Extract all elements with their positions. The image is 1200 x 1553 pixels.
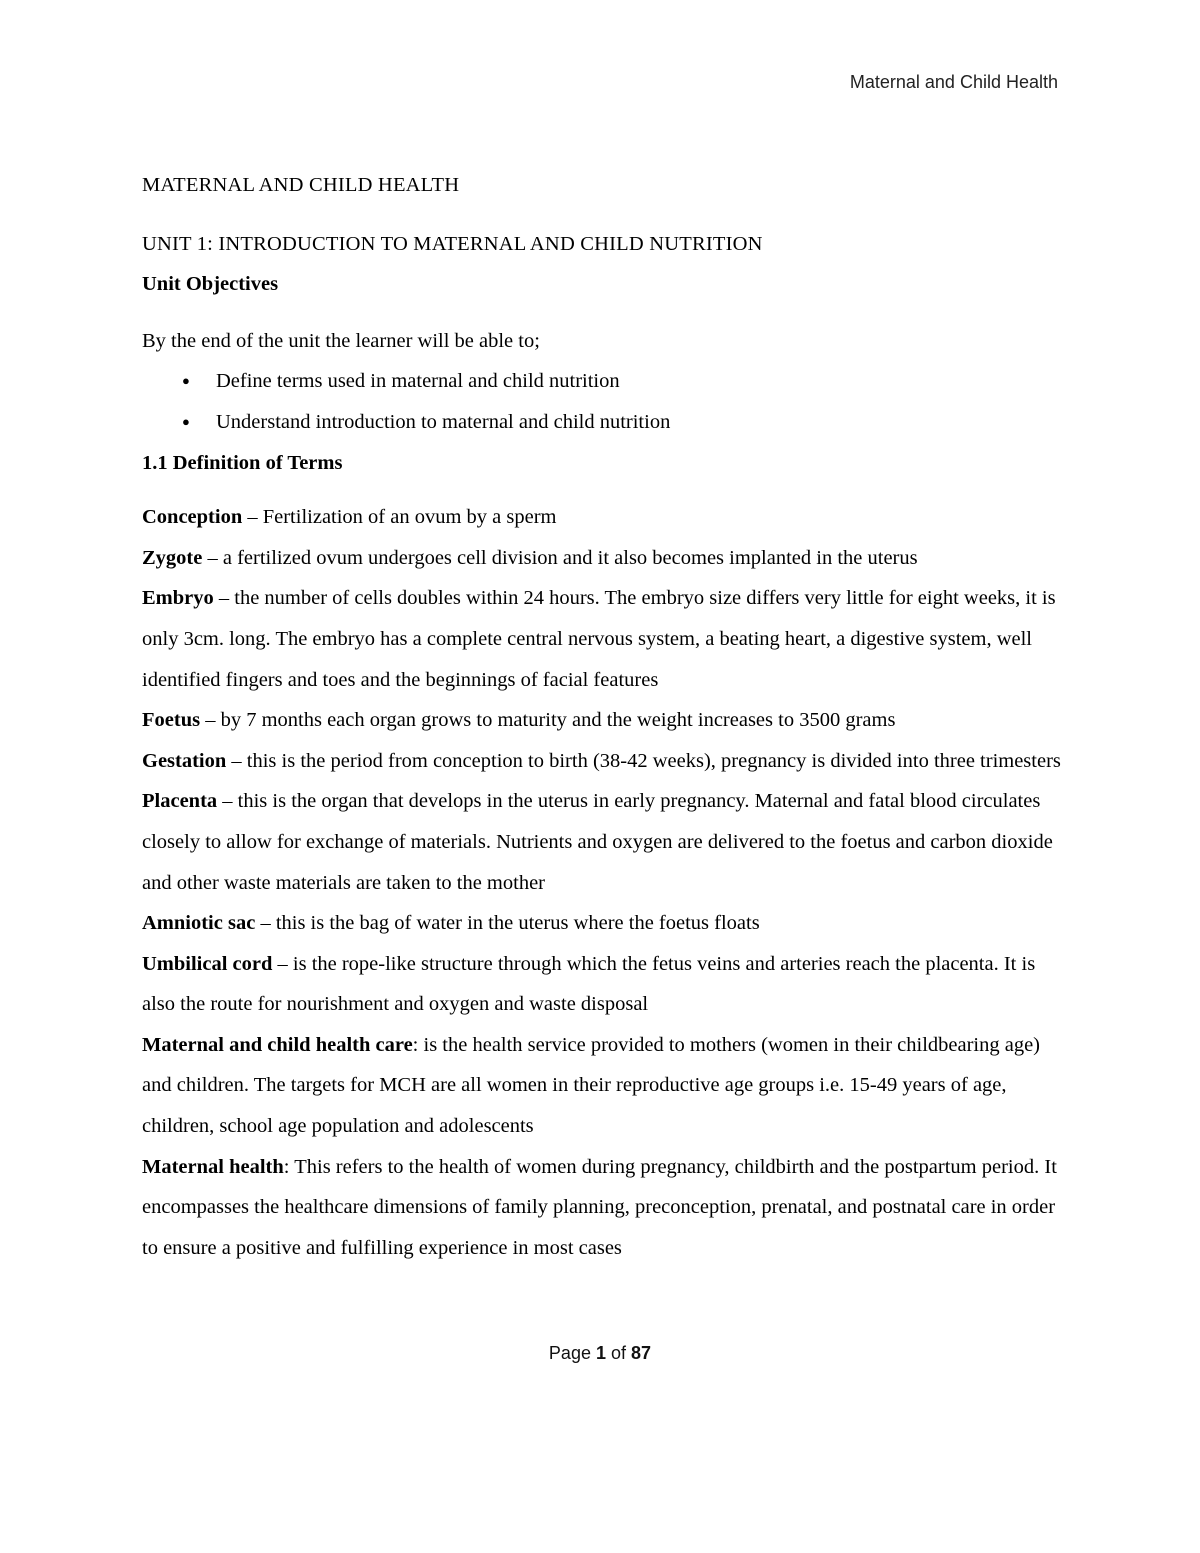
term-definition: by 7 months each organ grows to maturity and the weight increases to 3500 grams: [220, 709, 896, 732]
term-label: Foetus: [142, 709, 201, 732]
page-label: Page: [548, 1343, 591, 1363]
term-definition: is the rope-like structure through which the fetus veins and arteries reach the placenta. It is also the route for nourishment and oxygen and waste disposal: [142, 952, 1036, 1016]
definitions-list: [142, 497, 1062, 1268]
term-definition: this is the bag of water in the uterus where the foetus floats: [275, 912, 760, 935]
current-page-number: 1: [595, 1343, 606, 1363]
term-label: Placenta: [142, 790, 218, 813]
definition-embryo: [142, 578, 1062, 700]
objectives-list: [142, 361, 1062, 442]
term-separator: –: [202, 546, 223, 569]
of-label: of: [611, 1343, 627, 1363]
term-definition: This refers to the health of women during pregnancy, childbirth and the postpartum period. It encompasses the healthcare dimensions of family planning, preconception, prenatal, and postnatal care in order to ensure a positive and fulfilling experience in most cases: [142, 1155, 1057, 1259]
running-header: Maternal and Child Health: [849, 72, 1058, 92]
term-definition: this is the period from conception to birth (38-42 weeks), pregnancy is divided into three trimesters: [246, 749, 1061, 772]
term-separator: –: [213, 587, 235, 610]
objective-item: ● Define terms used in maternal and child nutrition: [216, 361, 1062, 402]
definition-maternal-health: [142, 1147, 1062, 1269]
unit-title: UNIT 1: INTRODUCTION TO MATERNAL AND CHILD NUTRITION: [142, 232, 763, 255]
term-separator: –: [242, 506, 263, 529]
definition-gestation: [142, 741, 1062, 782]
term-separator: :: [283, 1155, 295, 1178]
term-label: Maternal health: [142, 1155, 284, 1178]
objectives-intro: By the end of the unit the learner will be able to;: [142, 329, 540, 352]
term-definition: Fertilization of an ovum by a sperm: [262, 506, 557, 529]
page-footer: [0, 1343, 1200, 1364]
definition-conception: [142, 497, 1062, 538]
definition-foetus: [142, 700, 1062, 741]
term-separator: –: [217, 790, 238, 813]
definition-zygote: [142, 538, 1062, 579]
definition-amniotic-sac: [142, 903, 1062, 944]
total-pages-number: 87: [631, 1343, 652, 1363]
definition-mch-care: [142, 1025, 1062, 1147]
definition-umbilical-cord: [142, 944, 1062, 1025]
document-title: MATERNAL AND CHILD HEALTH: [142, 174, 460, 196]
term-definition: is the health service provided to mothers (women in their childbearing age) and children. The targets for MCH are all women in their reproductive age groups i.e. 15-49 years of age, children, school age population and adolescents: [142, 1033, 1041, 1138]
term-label: Conception: [142, 506, 243, 529]
term-definition: this is the organ that develops in the uterus in early pregnancy. Maternal and fatal blood circulates closely to allow for exchange of materials. Nutrients and oxygen are delivered to the foetus and carbon dioxide and other waste materials are taken to the mother: [142, 790, 1053, 894]
term-definition: a fertilized ovum undergoes cell division and it also becomes implanted in the uterus: [222, 546, 918, 569]
term-definition: the number of cells doubles within 24 hours. The embryo size differs very little for eight weeks, it is only 3cm. long. The embryo has a complete central nervous system, a beating heart, a digestive system, well identified fingers and toes and the beginnings of facial features: [142, 587, 1056, 691]
objective-item: ● Understand introduction to maternal and child nutrition: [216, 402, 1062, 443]
term-separator: :: [412, 1033, 424, 1056]
term-label: Gestation: [142, 749, 227, 772]
term-separator: –: [272, 952, 293, 975]
term-label: Umbilical cord: [142, 952, 273, 975]
term-separator: –: [255, 912, 276, 935]
objectives-heading: Unit Objectives: [142, 273, 279, 296]
term-separator: –: [200, 709, 221, 732]
definition-placenta: [142, 781, 1062, 903]
page-content: [142, 165, 1062, 1268]
term-label: Zygote: [142, 546, 203, 569]
section-heading: 1.1 Definition of Terms: [142, 451, 343, 474]
term-label: Maternal and child health care: [142, 1033, 413, 1056]
term-separator: –: [226, 749, 247, 772]
term-label: Amniotic sac: [142, 912, 256, 935]
term-label: Embryo: [142, 587, 214, 610]
